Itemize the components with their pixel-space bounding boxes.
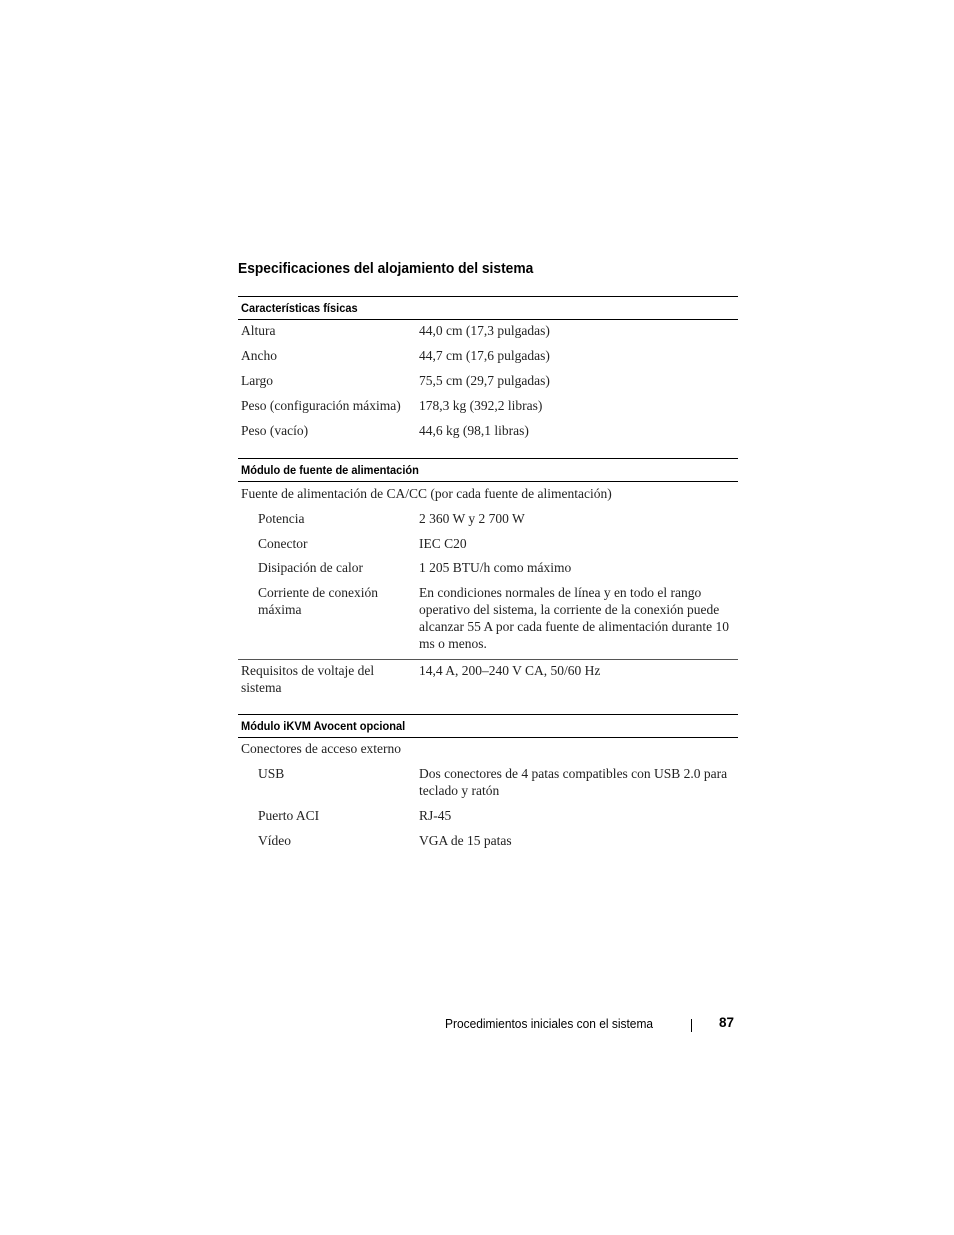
spec-row: Ancho 44,7 cm (17,6 pulgadas) xyxy=(241,348,550,363)
spec-row: Conector IEC C20 xyxy=(258,536,467,551)
section-heading: Módulo iKVM Avocent opcional xyxy=(238,714,738,738)
spec-row: Fuente de alimentación de CA/CC (por cada fuente de alimentación) xyxy=(241,486,612,501)
spec-row: Peso (configuración máxima) 178,3 kg (392,2 libras) xyxy=(241,398,543,413)
section-power-supply xyxy=(238,458,738,702)
page-title: Especificaciones del alojamiento del sistema xyxy=(238,260,534,277)
spec-row: USB Dos conectores de 4 patas compatibles con USB 2.0 para teclado y ratón xyxy=(258,766,728,798)
spec-row: Puerto ACI RJ-45 xyxy=(258,808,452,823)
spec-row: Peso (vacío) 44,6 kg (98,1 libras) xyxy=(241,423,529,438)
footer-divider xyxy=(691,1019,692,1032)
spec-row: Requisitos de voltaje del sistema 14,4 A, 200–240 V CA, 50/60 Hz xyxy=(241,663,601,695)
section-heading: Módulo de fuente de alimentación xyxy=(238,458,738,482)
spec-row: Conectores de acceso externo xyxy=(241,741,402,756)
spec-row: Potencia 2 360 W y 2 700 W xyxy=(258,511,525,526)
spec-row: Disipación de calor 1 205 BTU/h como máximo xyxy=(258,560,572,575)
spec-row: Altura 44,0 cm (17,3 pulgadas) xyxy=(241,323,550,338)
page-number: 87 xyxy=(719,1015,735,1030)
spec-row: Vídeo VGA de 15 patas xyxy=(258,833,512,848)
spec-row: Largo 75,5 cm (29,7 pulgadas) xyxy=(241,373,550,388)
section-ikvm xyxy=(238,714,738,857)
spec-row: Corriente de conexión máxima En condiciones normales de línea y en todo el rango operativo del sistema, la corriente de la conexión puede alcanzar 55 A por cada fuente de alimentación durante 10 ms o menos. xyxy=(238,584,738,660)
footer-chapter-title: Procedimientos iniciales con el sistema xyxy=(445,1016,654,1031)
section-physical xyxy=(238,296,738,447)
section-heading: Características físicas xyxy=(238,296,738,320)
